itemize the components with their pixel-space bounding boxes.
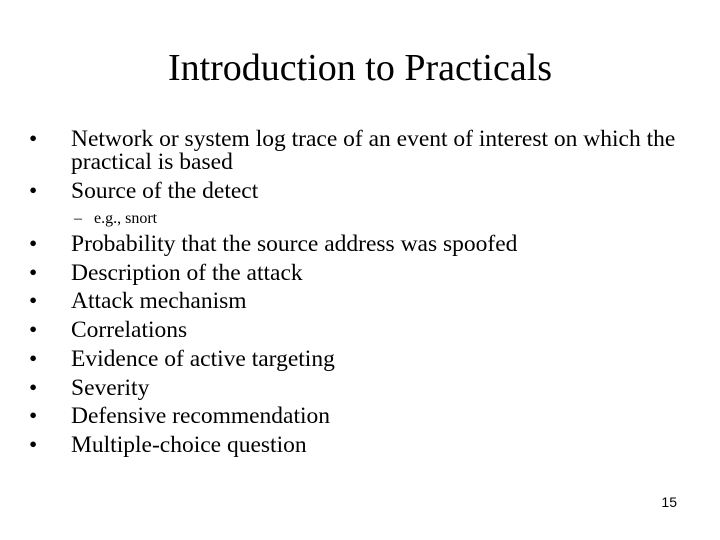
list-item: [29, 405, 689, 428]
bullet-marker: •: [29, 231, 38, 257]
list-item-text: Multiple-choice question: [71, 432, 307, 458]
list-item-text: Correlations: [71, 317, 188, 343]
list-item: [29, 319, 689, 342]
sub-list-item: [74, 210, 157, 228]
page-number: 15: [661, 494, 677, 510]
bullet-marker: •: [29, 317, 38, 343]
sub-list-item-text: e.g., snort: [94, 210, 158, 227]
list-item-text: Severity: [71, 375, 150, 401]
list-item: [29, 180, 689, 203]
list-item: [29, 233, 689, 256]
bullet-marker: •: [29, 288, 38, 314]
list-item-text: Attack mechanism: [71, 288, 247, 314]
list-item-text: Probability that the source address was spoofed: [71, 231, 518, 257]
list-item: [29, 434, 689, 457]
list-item: [29, 377, 689, 400]
bullet-marker: •: [29, 346, 38, 372]
slide-title: Introduction to Practicals: [167, 47, 553, 89]
list-item-text: Source of the detect: [71, 178, 259, 204]
list-item: [29, 262, 689, 285]
bullet-marker: •: [29, 432, 38, 458]
bullet-marker: •: [29, 260, 38, 286]
bullet-marker: •: [29, 178, 38, 204]
list-item: [29, 348, 689, 371]
bullet-marker: •: [29, 126, 38, 152]
list-item-text: Defensive recommendation: [71, 403, 331, 429]
list-item-text: Network or system log trace of an event of interest on which the practical is based: [71, 126, 676, 175]
list-item: [29, 128, 689, 174]
list-item-text: Description of the attack: [71, 260, 303, 286]
bullet-marker: •: [29, 375, 38, 401]
bullet-marker: •: [29, 403, 38, 429]
list-item: [29, 290, 689, 313]
sub-bullet-marker: –: [74, 210, 82, 227]
list-item-text: Evidence of active targeting: [71, 346, 335, 372]
